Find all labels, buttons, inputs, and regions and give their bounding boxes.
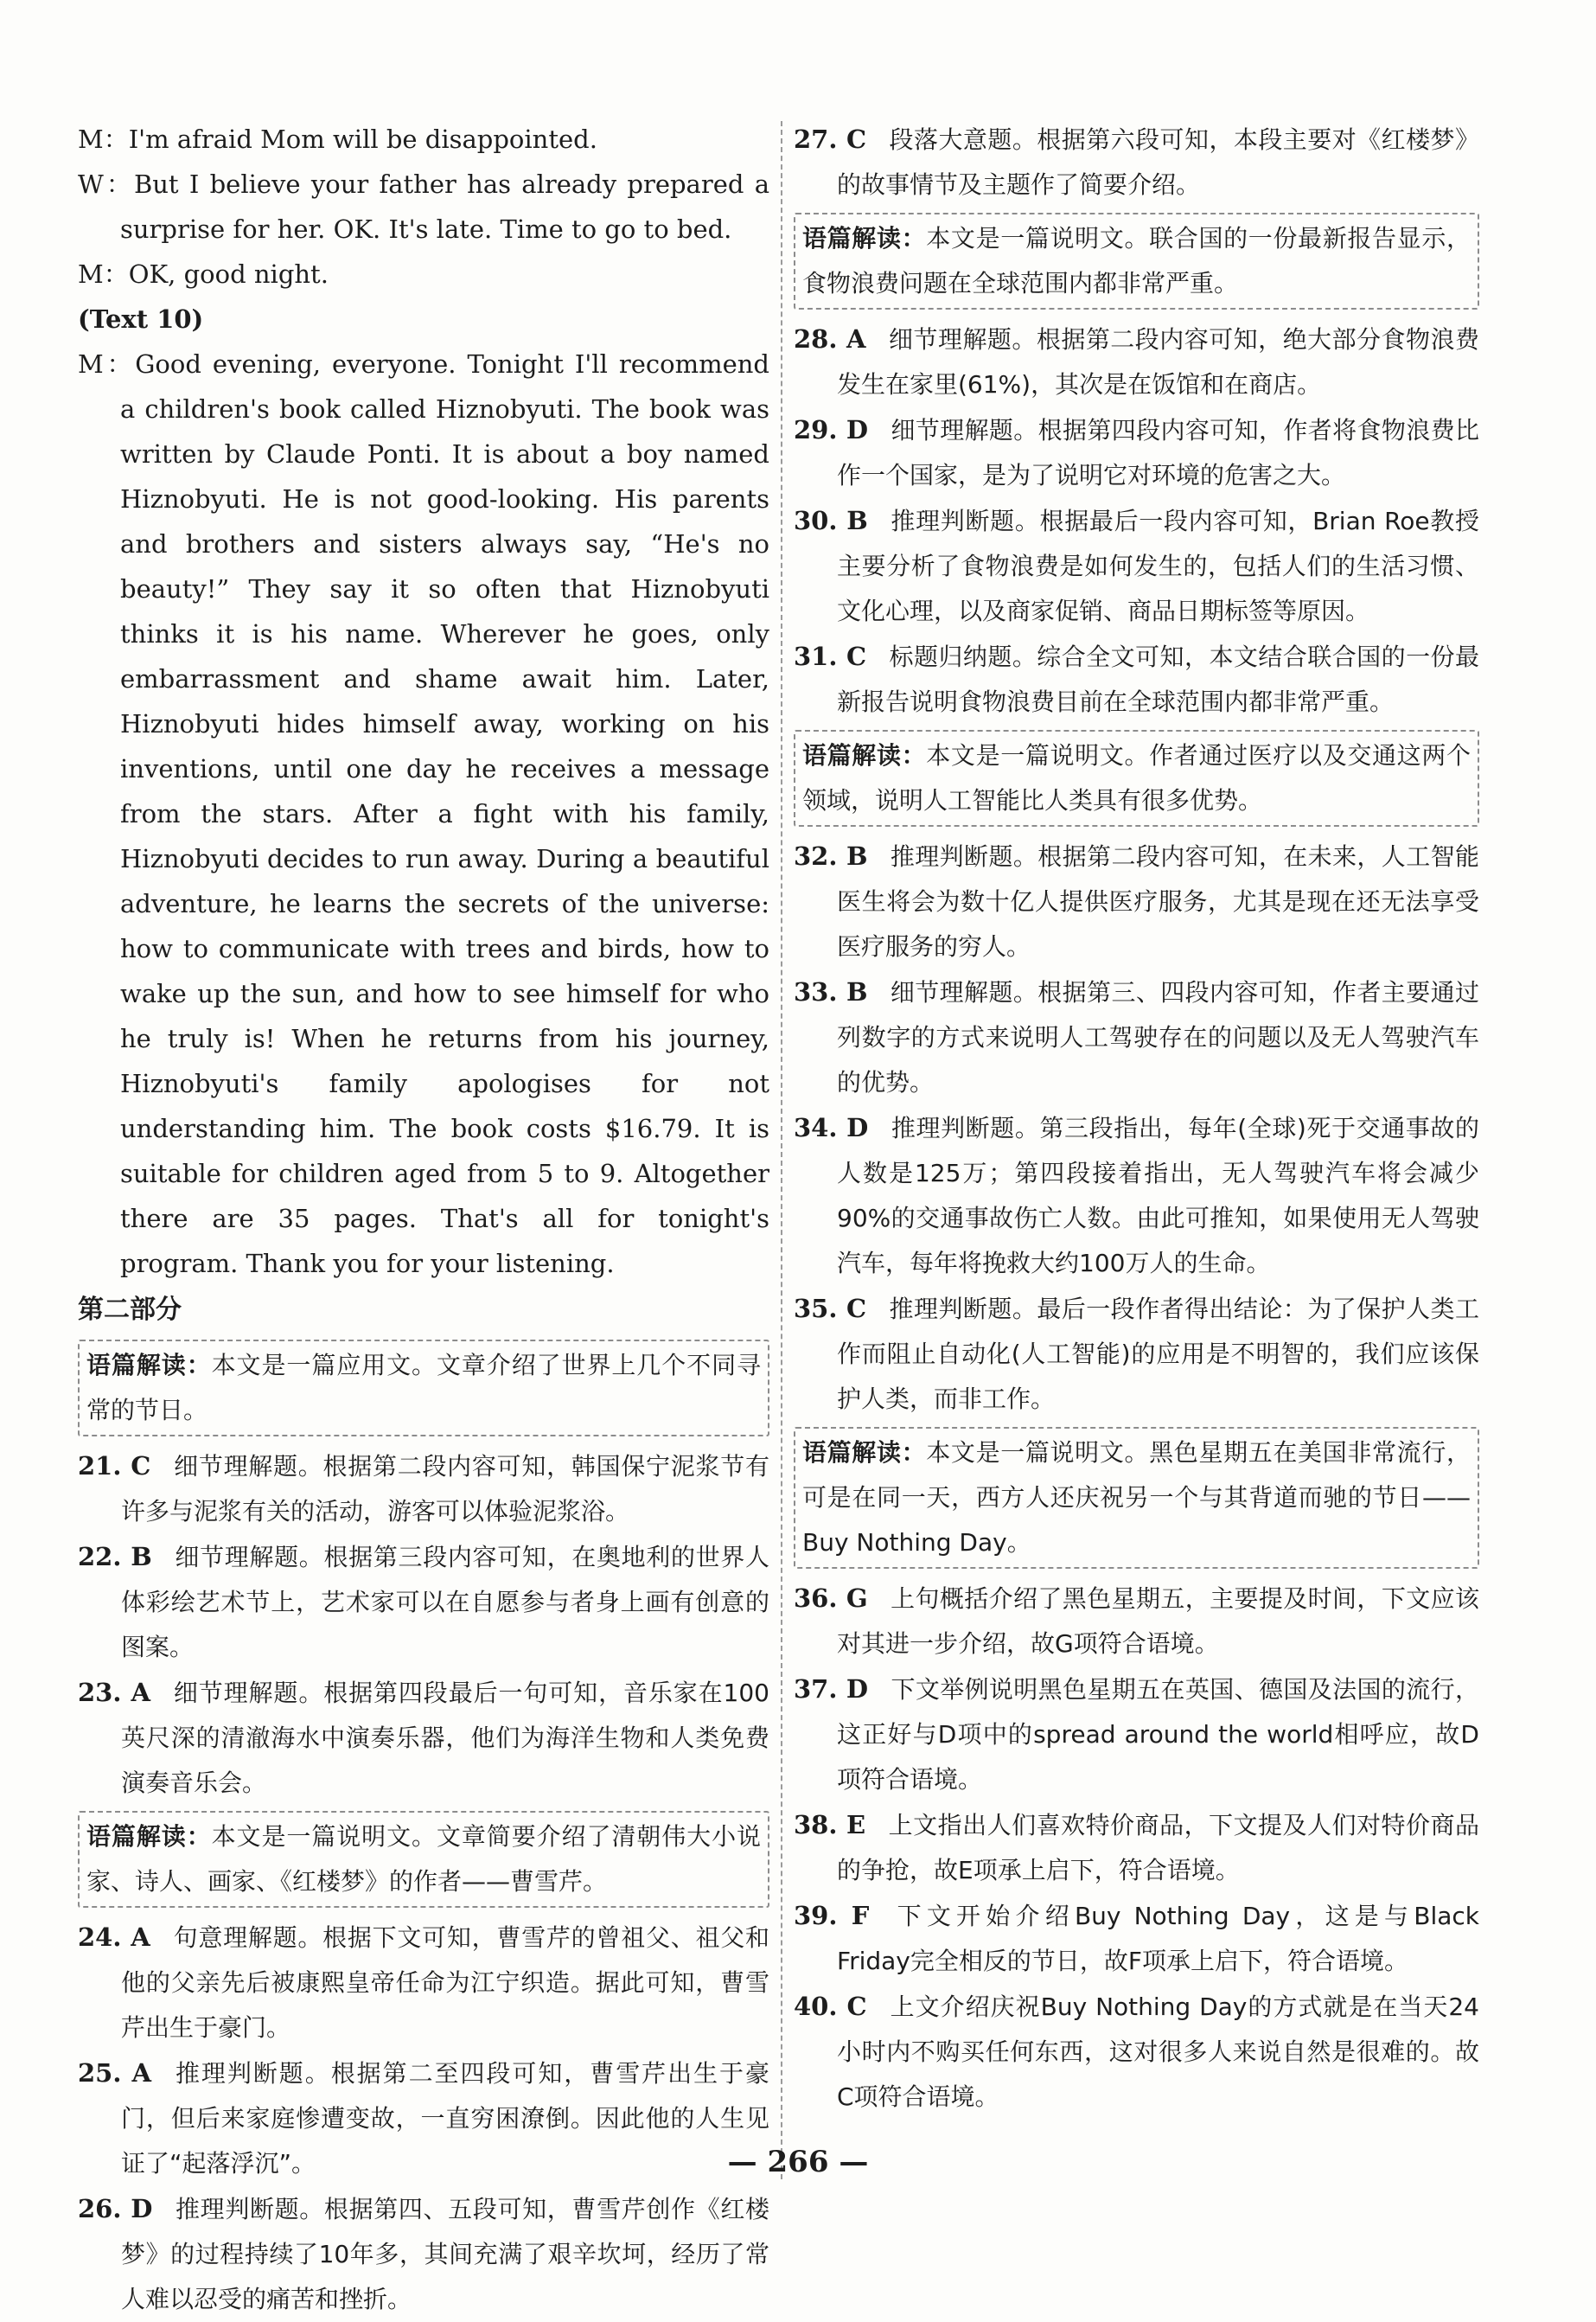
passage-analysis xyxy=(794,213,1479,310)
answer-list xyxy=(794,834,1479,1422)
answer-item xyxy=(78,1534,769,1670)
answer-number: 22. B xyxy=(78,1542,152,1571)
answer-number: 33. B xyxy=(794,977,868,1007)
answer-item xyxy=(78,1670,769,1806)
answer-number: 24. A xyxy=(78,1922,150,1952)
answer-item xyxy=(78,1443,769,1534)
speaker: W xyxy=(78,170,104,199)
answer-item xyxy=(794,1576,1479,1666)
analysis-text: 本文是一篇说明文。黑色星期五在美国非常流行，可是在同一天，西方人还庆祝另一个与其背道而驰的节日——Buy Nothing Day。 xyxy=(802,1438,1471,1557)
speaker-colon: ： xyxy=(103,349,136,379)
analysis-text: 本文是一篇应用文。文章介绍了世界上几个不同寻常的节日。 xyxy=(86,1351,761,1424)
answer-explanation: 段落大意题。根据第六段可知，本段主要对《红楼梦》的故事情节及主题作了简要介绍。 xyxy=(837,125,1479,199)
answer-number: 23. A xyxy=(78,1678,150,1707)
answer-explanation: 句意理解题。根据下文可知，曹雪芹的曾祖父、祖父和他的父亲先后被康熙皇帝任命为江宁织造。据此可知，曹雪芹出生于豪门。 xyxy=(121,1923,769,2042)
dialogue-text: I'm afraid Mom will be disappointed. xyxy=(128,125,597,154)
speaker: M xyxy=(78,349,104,379)
answer-list xyxy=(78,1443,769,1806)
answer-item xyxy=(78,2186,769,2322)
answer-explanation: 细节理解题。根据第二段内容可知，绝大部分食物浪费发生在家里(61%)，其次是在饭馆和在商店。 xyxy=(837,325,1479,399)
answer-item xyxy=(794,1893,1479,1984)
answer-list xyxy=(794,117,1479,208)
answer-number: 37. D xyxy=(794,1674,869,1704)
speaker-colon: ： xyxy=(103,259,129,289)
answer-number: 30. B xyxy=(794,506,868,535)
answer-number: 40. C xyxy=(794,1992,867,2021)
answer-list xyxy=(794,1576,1479,2120)
answer-item xyxy=(794,969,1479,1105)
answer-item xyxy=(794,634,1479,725)
dialogue-text: But I believe your father has already prepared a surprise for her. OK. It's late. Time to go to bed. xyxy=(120,170,769,244)
analysis-text: 本文是一篇说明文。作者通过医疗以及交通这两个领域，说明人工智能比人类具有很多优势。 xyxy=(802,741,1471,815)
answer-number: 38. E xyxy=(794,1810,866,1839)
answer-explanation: 推理判断题。根据第二段内容可知，在未来，人工智能医生将会为数十亿人提供医疗服务，尤其是现在还无法享受医疗服务的穷人。 xyxy=(837,842,1479,961)
answer-explanation: 细节理解题。根据第四段最后一句可知，音乐家在100英尺深的清澈海水中演奏乐器，他们为海洋生物和人类免费演奏音乐会。 xyxy=(121,1679,769,1797)
right-column xyxy=(794,117,1479,2120)
speaker: M xyxy=(78,259,104,289)
answer-explanation: 推理判断题。根据第四、五段可知，曹雪芹创作《红楼梦》的过程持续了10年多，其间充满了艰辛坎坷，经历了常人难以忍受的痛苦和挫折。 xyxy=(121,2195,769,2313)
answer-explanation: 细节理解题。根据第四段内容可知，作者将食物浪费比作一个国家，是为了说明它对环境的危害之大。 xyxy=(837,416,1479,489)
answer-number: 26. D xyxy=(78,2194,153,2223)
answer-item xyxy=(794,117,1479,208)
answer-item xyxy=(794,1286,1479,1422)
dialogue-text: Good evening, everyone. Tonight I'll recommend a children's book called Hiznobyuti. The book was written by Claude Ponti. It is about a boy named Hiznobyuti. He is not good-looking. His parents and brothers and sisters always say, “He's no beauty!” They say it so often that Hiznobyuti thinks it is his name. Wherever he goes, only embarrassment and shame await him. Later, Hiznobyuti hides himself away, working on his inventions, until one day he receives a message from the stars. After a fight with his family, Hiznobyuti decides to run away. During a beautiful adventure, he learns the secrets of the universe: how to communicate with trees and birds, how to wake up the sun, and how to see himself for who he truly is! When he returns from his journey, Hiznobyuti's family apologises for not understanding him. The book costs $16.79. It is suitable for children aged from 5 to 9. Altogether there are 35 pages. That's all for tonight's program. Thank you for your listening. xyxy=(120,349,769,1278)
page-number: — 266 — xyxy=(727,2145,869,2179)
answer-explanation: 标题归纳题。综合全文可知，本文结合联合国的一份最新报告说明食物浪费目前在全球范围内都非常严重。 xyxy=(837,643,1479,716)
analysis-label: 语篇解读： xyxy=(86,1351,212,1379)
analysis-label: 语篇解读： xyxy=(802,224,927,253)
answer-list xyxy=(794,317,1479,725)
left-column xyxy=(78,117,769,2322)
answer-number: 27. C xyxy=(794,125,867,154)
dialogue-line xyxy=(78,252,769,297)
answer-number: 28. A xyxy=(794,324,866,354)
answer-explanation: 细节理解题。根据第二段内容可知，韩国保宁泥浆节有许多与泥浆有关的活动，游客可以体验泥浆浴。 xyxy=(121,1452,769,1526)
analysis-label: 语篇解读： xyxy=(802,1438,927,1467)
answer-list xyxy=(78,1915,769,2322)
answer-item xyxy=(794,317,1479,407)
analysis-label: 语篇解读： xyxy=(86,1822,212,1851)
column-divider xyxy=(781,121,782,2179)
answer-item xyxy=(794,407,1479,498)
passage-analysis xyxy=(794,1427,1479,1569)
dialogue-line xyxy=(78,162,769,252)
answer-item xyxy=(794,1105,1479,1286)
answer-number: 29. D xyxy=(794,415,869,445)
answer-number: 21. C xyxy=(78,1451,151,1481)
passage-analysis xyxy=(78,1811,769,1908)
answer-item xyxy=(794,834,1479,969)
speaker: M xyxy=(78,125,104,154)
answer-item xyxy=(794,1984,1479,2120)
speaker-colon: ： xyxy=(103,170,134,199)
answer-number: 39. F xyxy=(794,1901,870,1930)
analysis-label: 语篇解读： xyxy=(802,741,927,770)
answer-number: 25. A xyxy=(78,2058,152,2088)
answer-number: 35. C xyxy=(794,1294,867,1323)
answer-explanation: 上文指出人们喜欢特价商品，下文提及人们对特价商品的争抢，故E项承上启下，符合语境。 xyxy=(837,1811,1479,1884)
answer-number: 36. G xyxy=(794,1583,868,1613)
answer-explanation: 推理判断题。根据第二至四段可知，曹雪芹出生于豪门，但后来家庭惨遭变故，一直穷困潦倒。因此他的人生见证了“起落浮沉”。 xyxy=(121,2059,769,2178)
dialogue-line xyxy=(78,342,769,1286)
answer-explanation: 下文举例说明黑色星期五在英国、德国及法国的流行，这正好与D项中的spread around the world相呼应，故D项符合语境。 xyxy=(837,1675,1479,1794)
answer-explanation: 推理判断题。最后一段作者得出结论：为了保护人类工作而阻止自动化(人工智能)的应用是不明智的，我们应该保护人类，而非工作。 xyxy=(837,1295,1479,1413)
answer-number: 34. D xyxy=(794,1113,869,1142)
analysis-text: 本文是一篇说明文。文章简要介绍了清朝伟大小说家、诗人、画家、《红楼梦》的作者——曹雪芹。 xyxy=(86,1822,761,1896)
answer-explanation: 细节理解题。根据第三段内容可知，在奥地利的世界人体彩绘艺术节上，艺术家可以在自愿参与者身上画有创意的图案。 xyxy=(121,1543,769,1661)
dialogue-line xyxy=(78,117,769,162)
answer-item xyxy=(794,498,1479,634)
answer-explanation: 下文开始介绍Buy Nothing Day，这是与Black Friday完全相反的节日，故F项承上启下，符合语境。 xyxy=(837,1902,1479,1975)
passage-analysis xyxy=(794,730,1479,827)
answer-explanation: 上文介绍庆祝Buy Nothing Day的方式就是在当天24小时内不购买任何东西，这对很多人来说自然是很难的。故C项符合语境。 xyxy=(837,1993,1479,2111)
section-title: 第二部分 xyxy=(78,1295,182,1325)
answer-explanation: 细节理解题。根据第三、四段内容可知，作者主要通过列数字的方式来说明人工驾驶存在的问题以及无人驾驶汽车的优势。 xyxy=(837,978,1479,1097)
answer-item xyxy=(794,1666,1479,1802)
dialogue-block xyxy=(78,117,769,297)
answer-explanation: 推理判断题。第三段指出，每年(全球)死于交通事故的人数是125万；第四段接着指出，无人驾驶汽车将会减少90%的交通事故伤亡人数。由此可推知，如果使用无人驾驶汽车，每年将挽救大约100万人的生命。 xyxy=(837,1114,1479,1277)
passage-analysis xyxy=(78,1340,769,1436)
answer-item xyxy=(78,1915,769,2050)
analysis-text: 本文是一篇说明文。联合国的一份最新报告显示，食物浪费问题在全球范围内都非常严重。 xyxy=(802,224,1471,297)
answer-explanation: 推理判断题。根据最后一段内容可知，Brian Roe教授主要分析了食物浪费是如何发生的，包括人们的生活习惯、文化心理，以及商家促销、商品日期标签等原因。 xyxy=(837,507,1479,625)
answer-number: 32. B xyxy=(794,841,868,871)
monologue-block xyxy=(78,342,769,1286)
answer-explanation: 上句概括介绍了黑色星期五，主要提及时间，下文应该对其进一步介绍，故G项符合语境。 xyxy=(837,1584,1479,1658)
answer-number: 31. C xyxy=(794,642,867,671)
dialogue-text: OK, good night. xyxy=(128,259,329,289)
answer-item xyxy=(794,1802,1479,1893)
speaker-colon: ： xyxy=(103,125,129,154)
text-label: (Text 10) xyxy=(78,304,204,334)
